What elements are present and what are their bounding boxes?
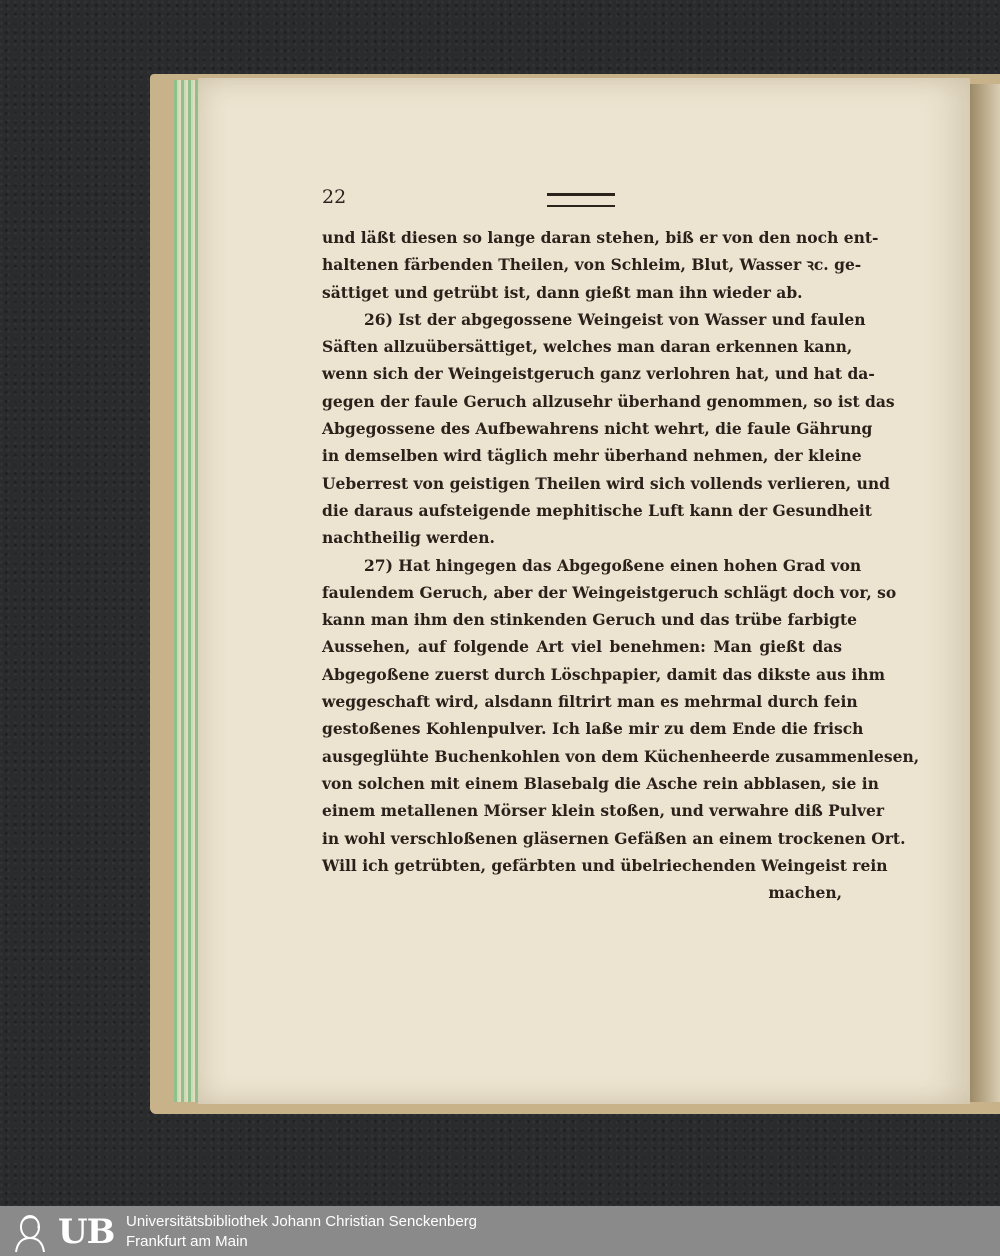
text-line: Will ich getrübten, gefärbten und übelriechenden Weingeist rein [322,855,888,875]
text-line: faulendem Geruch, aber der Weingeistgeruch schlägt doch vor, so [322,582,897,602]
text-line: Säften allzuübersättiget, welches man daran erkennen kann, [322,337,853,357]
portrait-icon [8,1212,52,1252]
library-location: Frankfurt am Main [126,1233,248,1250]
text-line: wenn sich der Weingeistgeruch ganz verlohren hat, und hat da- [322,364,875,384]
text-line: in demselben wird täglich mehr überhand nehmen, der kleine [322,446,862,466]
text-line: von solchen mit einem Blasebalg die Asche rein abblasen, sie in [322,773,879,793]
text-line: haltenen färbenden Theilen, von Schleim, Blut, Wasser ꝛc. ge- [322,255,862,275]
header-rule [547,193,615,207]
text-line: die daraus aufsteigende mephitische Luft kann der Gesundheit [322,500,872,520]
text-line: 27) Hat hingegen das Abgegoßene einen hohen Grad von [364,555,862,575]
text-line: gestoßenes Kohlenpulver. Ich laße mir zu dem Ende die frisch [322,719,864,739]
logo-text: UB [58,1212,115,1252]
facing-page-edge [970,84,1000,1102]
text-line: Ueberrest von geistigen Theilen wird sich vollends verlieren, und [322,473,890,493]
text-line: Aussehen, auf folgende Art viel benehmen: Man gießt das [322,637,842,657]
text-line: Abgegoßene zuerst durch Löschpapier, damit das dikste aus ihm [322,664,885,684]
text-line: kann man ihm den stinkenden Geruch und das trübe farbigte [322,610,857,630]
text-line: ausgeglühte Buchenkohlen von dem Küchenheerde zusammenlesen, [322,746,920,766]
page-number: 22 [322,186,347,208]
text-line: sättiget und getrübt ist, dann gießt man ihn wieder ab. [322,282,803,302]
text-line: und läßt diesen so lange daran stehen, biß er von den noch ent- [322,228,879,247]
text-line: gegen der faule Geruch allzusehr überhand genommen, so ist das [322,391,895,411]
footer-bar [0,1206,1000,1256]
page-text [322,224,920,906]
text-line: nachtheilig werden. [322,528,495,548]
text-line: machen, [768,883,842,903]
library-logo [0,1206,118,1256]
text-line: in wohl verschloßenen gläsernen Gefäßen an einem trockenen Ort. [322,828,906,848]
text-line: 26) Ist der abgegossene Weingeist von Wasser und faulen [364,309,866,329]
text-line: weggeschaft wird, alsdann filtrirt man es mehrmal durch fein [322,692,858,712]
text-line: Abgegossene des Aufbewahrens nicht wehrt, die faule Gährung [322,419,873,439]
library-name: Universitätsbibliothek Johann Christian Senckenberg [126,1213,478,1230]
text-line: einem metallenen Mörser klein stoßen, und verwahre diß Pulver [322,801,884,821]
